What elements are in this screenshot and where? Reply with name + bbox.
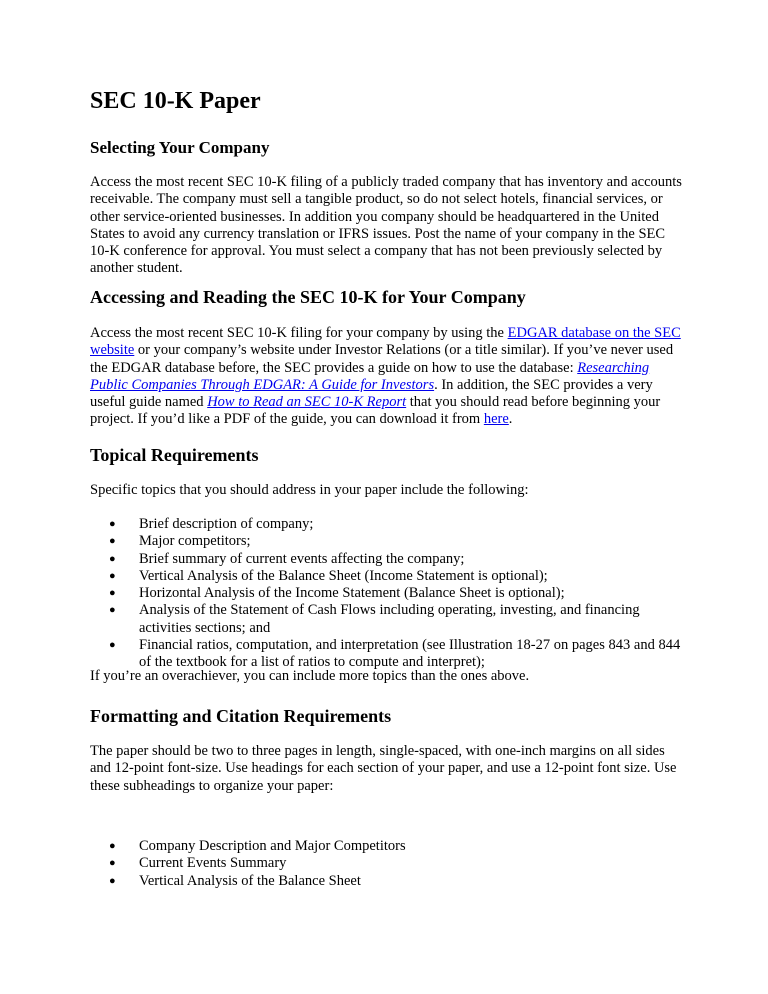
section-heading-formatting: Formatting and Citation Requirements — [90, 706, 392, 726]
bullet-icon: ● — [109, 569, 116, 582]
formatting-list — [90, 838, 682, 890]
list-item-text: Analysis of the Statement of Cash Flows including operating, investing, and financing activities sections; and — [139, 602, 640, 636]
how-to-read-10k-link[interactable]: How to Read an SEC 10-K Report — [207, 394, 407, 411]
section-heading-topical: Topical Requirements — [90, 445, 259, 465]
paragraph-selecting: Access the most recent SEC 10-K filing of a publicly traded company that has inventory and accounts receivable. The company must sell a tangible product, so do not select hotels, financial services, or other service-oriented businesses. In addition you company should be headquartered in the United States to avoid any currency translation or IFRS issues. Post the name of your company in the SEC 10-K conference for approval. You must select a company that has not been previously selected by another student. — [90, 174, 682, 277]
bullet-icon: ● — [109, 840, 116, 852]
section-heading-accessing: Accessing and Reading the SEC 10-K for Your Company — [90, 287, 526, 307]
bullet-icon: ● — [109, 518, 116, 530]
list-item — [90, 533, 682, 550]
section-selecting-body — [90, 174, 682, 278]
paragraph-formatting: The paper should be two to three pages in length, single-spaced, with one-inch margins on all sides and 12-point font-size. Use headings for each section of your paper, and use a 12-point font size. Use these subheadings to organize your paper: — [90, 743, 677, 794]
section-topical-intro — [90, 482, 682, 499]
list-item-text: Company Description and Major Competitors — [139, 838, 406, 854]
text-segment: . — [508, 411, 513, 428]
list-item-text: Vertical Analysis of the Balance Sheet (Income Statement is optional); — [139, 567, 548, 584]
topical-list-container — [90, 516, 682, 672]
bullet-icon: ● — [109, 604, 116, 617]
section-accessing-body — [90, 325, 682, 429]
edgar-database-link[interactable]: EDGAR database on the SEC website — [90, 325, 681, 359]
section-formatting — [90, 705, 682, 727]
section-accessing — [90, 286, 682, 308]
text-segment: Access the most recent SEC 10-K filing for your company by using the — [90, 325, 508, 341]
list-item — [90, 855, 682, 872]
bullet-icon: ● — [109, 639, 116, 652]
section-topical — [90, 444, 682, 466]
bullet-icon: ● — [109, 857, 116, 870]
list-item — [90, 568, 682, 585]
topical-list — [90, 516, 682, 672]
text-segment: or your company’s website under Investor Relations (or a title similar). If you’ve never used the EDGAR database before, the SEC provides a guide on how to use the database: — [90, 342, 674, 376]
section-heading-selecting: Selecting Your Company — [90, 138, 270, 157]
formatting-list-container — [90, 838, 682, 890]
paragraph-accessing — [90, 325, 682, 429]
page-title: SEC 10-K Paper — [90, 88, 261, 114]
text-segment: that you should read before beginning your project. If you’d like a PDF of the guide, you can download it from — [90, 394, 661, 428]
list-item-text: Brief summary of current events affecting the company; — [139, 550, 465, 567]
list-item-text: Major competitors; — [139, 533, 251, 550]
list-item — [90, 602, 682, 637]
list-item-text: Vertical Analysis of the Balance Sheet — [139, 872, 361, 889]
section-topical-outro — [90, 668, 682, 685]
list-item-text: Financial ratios, computation, and interpretation (see Illustration 18-27 on pages 843 and 844 of the textbook for a list of ratios to compute and interpret); — [139, 637, 681, 671]
paragraph-topical-intro: Specific topics that you should address in your paper include the following: — [90, 482, 529, 498]
list-item — [90, 516, 682, 533]
section-selecting — [90, 137, 682, 159]
paragraph-topical-outro: If you’re an overachiever, you can include more topics than the ones above. — [90, 668, 530, 684]
pdf-download-link[interactable]: here — [483, 411, 509, 428]
list-item — [90, 637, 682, 672]
text-segment: . In addition, the SEC provides a very useful guide named — [90, 376, 653, 411]
list-item — [90, 873, 682, 890]
list-item-text: Brief description of company; — [139, 516, 314, 532]
bullet-icon: ● — [109, 552, 116, 565]
bullet-icon: ● — [109, 587, 116, 600]
list-item — [90, 585, 682, 602]
list-item-text: Horizontal Analysis of the Income Statement (Balance Sheet is optional); — [139, 585, 565, 602]
edgar-guide-link[interactable]: Researching Public Companies Through EDGAR: A Guide for Investors — [90, 359, 650, 393]
bullet-icon: ● — [109, 535, 116, 548]
bullet-icon: ● — [109, 874, 116, 887]
section-formatting-body — [90, 743, 682, 795]
list-item — [90, 838, 682, 855]
list-item — [90, 551, 682, 568]
list-item-text: Current Events Summary — [139, 855, 287, 872]
